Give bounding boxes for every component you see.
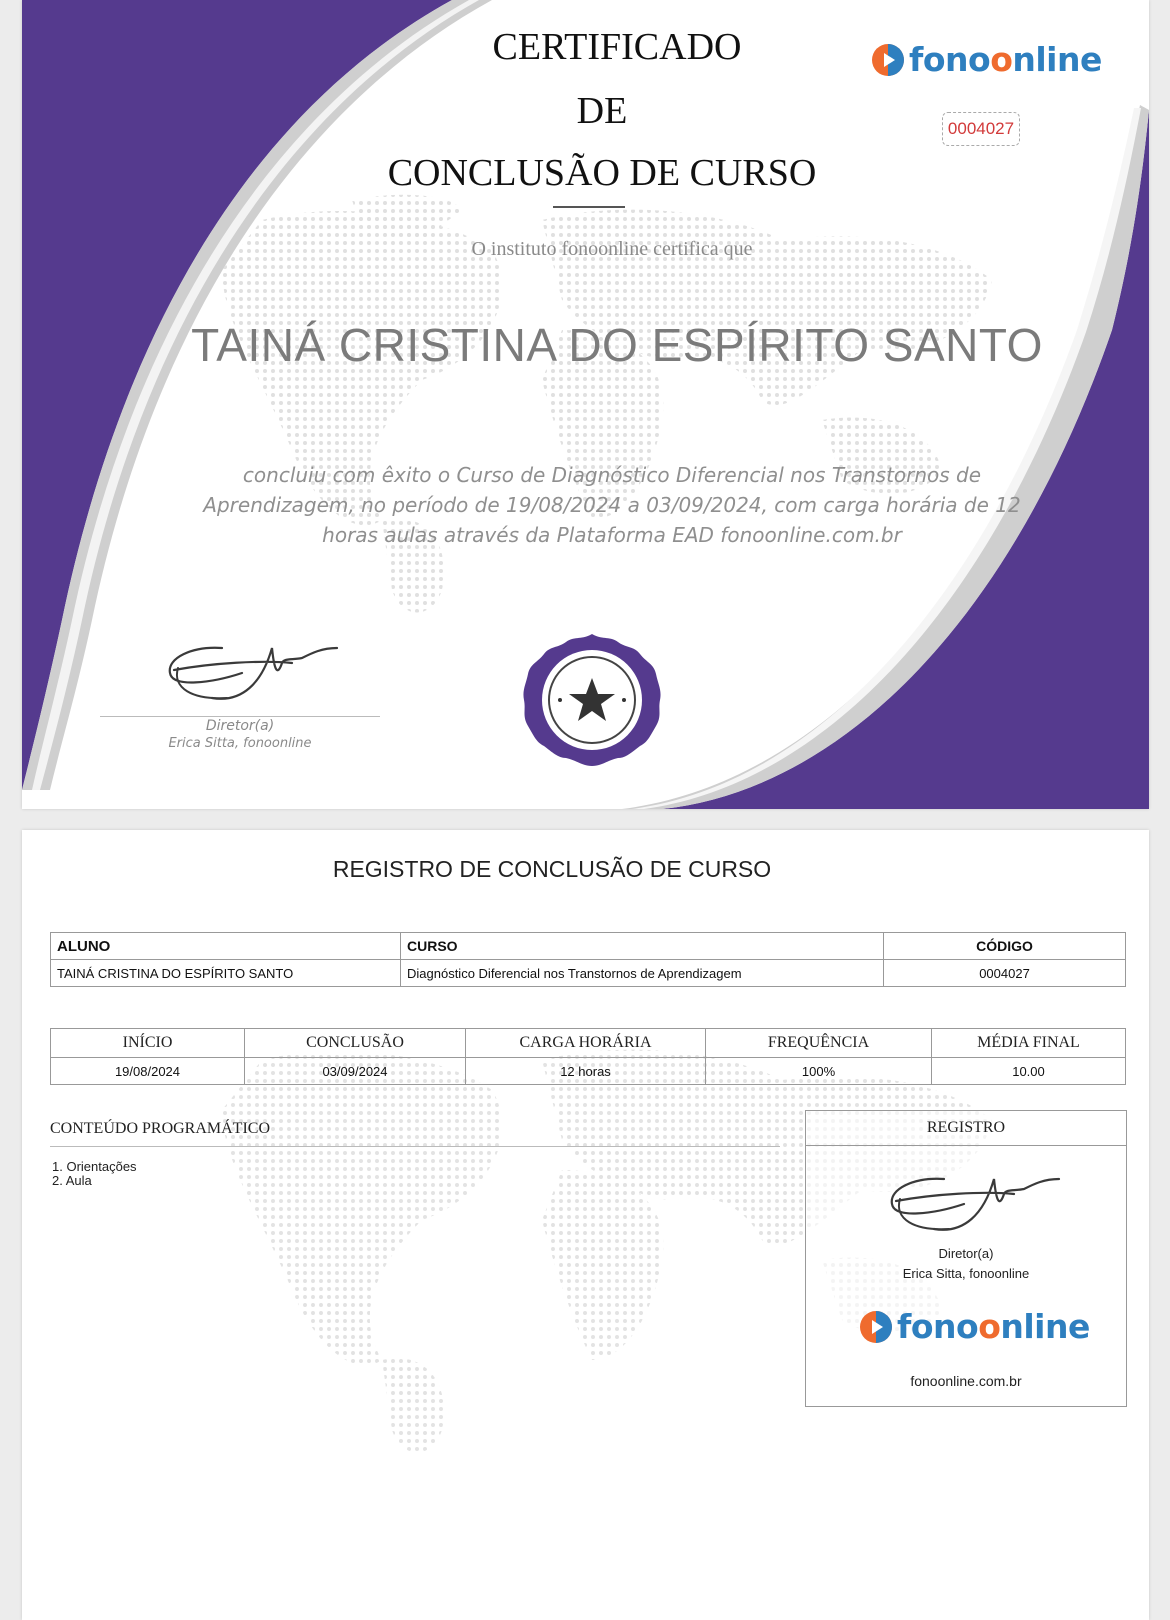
- registro-box-title: REGISTRO: [806, 1111, 1126, 1146]
- logo-text-nline: nline: [1012, 40, 1102, 79]
- student-course-table: [50, 932, 1126, 987]
- header-inicio: INÍCIO: [51, 1029, 245, 1058]
- certificate-title-line3: CONCLUSÃO DE CURSO: [387, 152, 817, 194]
- header-frequencia: FREQUÊNCIA: [706, 1029, 932, 1058]
- registro-page: [22, 830, 1149, 1620]
- content-section-label: CONTEÚDO PROGRAMÁTICO: [50, 1120, 271, 1137]
- table-header-row: [51, 933, 1126, 960]
- cell-conclusao: 03/09/2024: [245, 1058, 466, 1085]
- registro-signature-role: Diretor(a): [938, 1246, 994, 1261]
- registro-website: fonoonline.com.br: [910, 1373, 1022, 1389]
- signature-graphic: [874, 1159, 1064, 1249]
- registro-signature-name: Erica Sitta, fonoonline: [902, 1266, 1030, 1281]
- logo-text-fono: fono: [897, 1307, 979, 1346]
- header-media-final: MÉDIA FINAL: [932, 1029, 1126, 1058]
- certificate-title-line1: CERTIFICADO: [492, 26, 742, 68]
- title-divider: [553, 206, 625, 208]
- logo-text-o: o: [990, 40, 1013, 79]
- header-conclusao: CONCLUSÃO: [245, 1029, 466, 1058]
- header-carga-horaria: CARGA HORÁRIA: [466, 1029, 706, 1058]
- list-item: 1. Orientações: [52, 1159, 137, 1174]
- signature-name: Erica Sitta, fonoonline: [168, 736, 312, 751]
- play-circle-icon: [858, 1309, 894, 1345]
- table-row: [51, 960, 1126, 987]
- student-name: TAINÁ CRISTINA DO ESPÍRITO SANTO: [191, 319, 1043, 371]
- registro-title: REGISTRO DE CONCLUSÃO DE CURSO: [332, 856, 772, 882]
- logo-text-nline: nline: [1000, 1307, 1090, 1346]
- completion-statement: concluiu com êxito o Curso de Diagnóstico Diferencial nos Transtornos de Aprendizagem, no período de 19/08/2024 a 03/09/2024, com carga horária de 12 horas aulas através da Plataforma EAD fonoonline.com.br: [203, 463, 1021, 547]
- signature-graphic: [152, 628, 342, 718]
- cell-carga-horaria: 12 horas: [466, 1058, 706, 1085]
- cell-media-final: 10.00: [932, 1058, 1126, 1085]
- content-list: [52, 1160, 137, 1188]
- registro-box: [805, 1110, 1127, 1407]
- cell-frequencia: 100%: [706, 1058, 932, 1085]
- certificate-code: 0004027: [942, 112, 1020, 146]
- cell-codigo: 0004027: [884, 960, 1126, 987]
- header-aluno: ALUNO: [51, 933, 401, 960]
- cell-inicio: 19/08/2024: [51, 1058, 245, 1085]
- fonoonline-logo: [870, 40, 1102, 79]
- certificate-title-line2: DE: [576, 90, 628, 132]
- cell-aluno: TAINÁ CRISTINA DO ESPÍRITO SANTO: [51, 960, 401, 987]
- course-stats-table: [50, 1028, 1126, 1085]
- logo-text-o: o: [978, 1307, 1001, 1346]
- play-circle-icon: [870, 42, 906, 78]
- header-codigo: CÓDIGO: [884, 933, 1126, 960]
- signature-line: [100, 716, 380, 717]
- table-header-row: [51, 1029, 1126, 1058]
- star-seal-icon: [522, 630, 662, 770]
- fonoonline-logo: [858, 1307, 1090, 1346]
- list-item: 2. Aula: [52, 1173, 92, 1188]
- content-section-divider: [50, 1146, 780, 1147]
- logo-text-fono: fono: [909, 40, 991, 79]
- header-curso: CURSO: [401, 933, 884, 960]
- signature-role: Diretor(a): [205, 718, 275, 734]
- table-row: [51, 1058, 1126, 1085]
- intro-text: O instituto fonoonline certifica que: [471, 238, 753, 260]
- certificate-page: [22, 0, 1149, 809]
- cell-curso: Diagnóstico Diferencial nos Transtornos de Aprendizagem: [401, 960, 884, 987]
